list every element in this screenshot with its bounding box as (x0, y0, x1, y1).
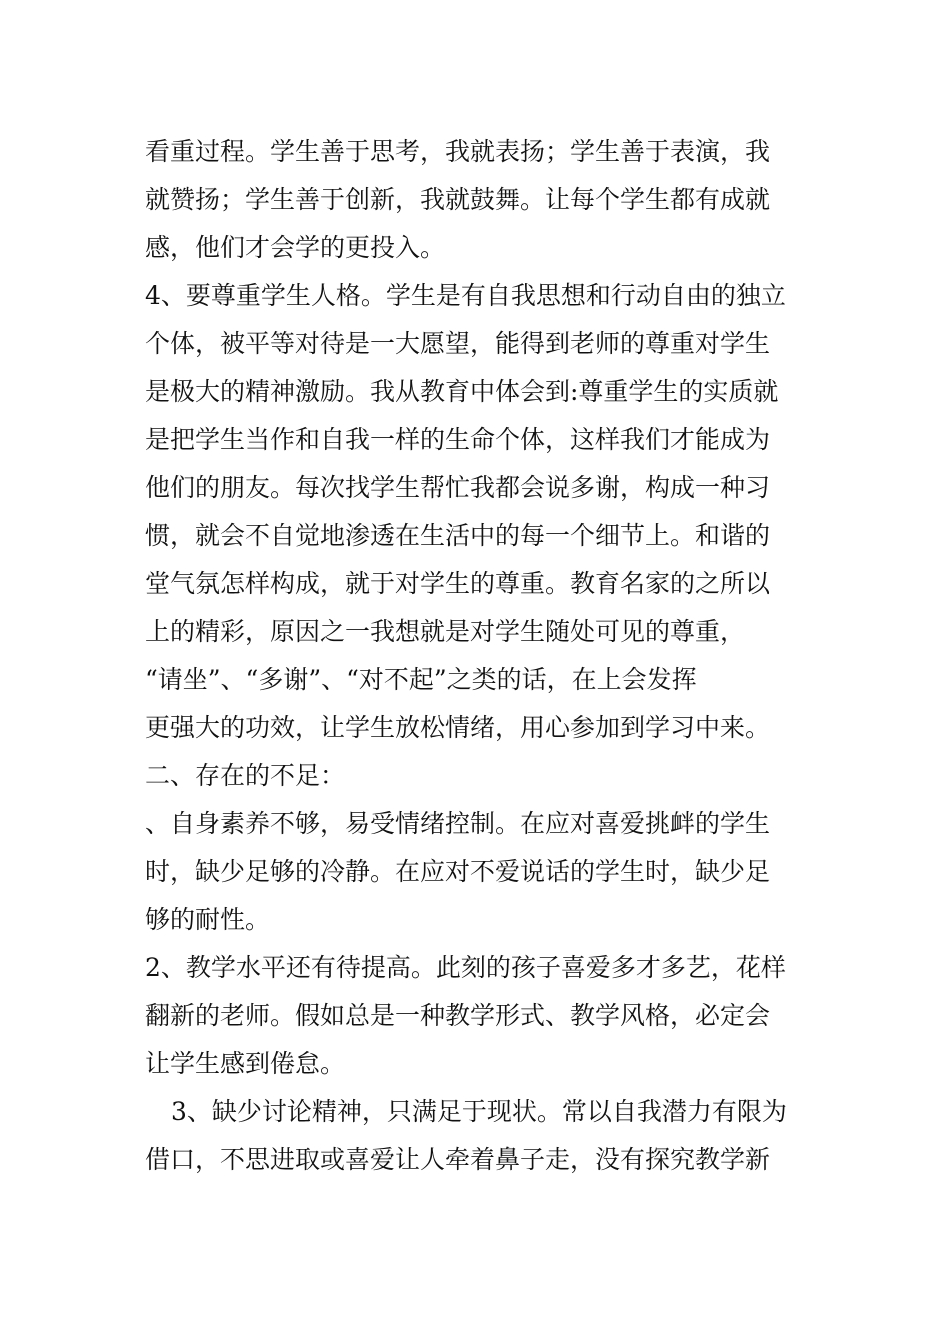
text-line: 4、要尊重学生人格。学生是有自我思想和行动自由的独立 (145, 281, 786, 310)
text-line: 2、教学水平还有待提高。此刻的孩子喜爱多才多艺，花样 (145, 953, 786, 982)
text-line: 就赞扬；学生善于创新，我就鼓舞。让每个学生都有成就 (145, 185, 771, 214)
document-body (145, 128, 810, 1184)
text-line: 够的耐性。 (145, 905, 271, 934)
text-line: 让学生感到倦怠。 (145, 1049, 346, 1078)
text-line: 翻新的老师。假如总是一种教学形式、教学风格，必定会 (145, 1001, 771, 1030)
text-line: 借口，不思进取或喜爱让人牵着鼻子走，没有探究教学新 (145, 1145, 771, 1174)
text-line: 是把学生当作和自我一样的生命个体，这样我们才能成为 (145, 425, 771, 454)
text-line: 、自身素养不够，易受情绪控制。在应对喜爱挑衅的学生 (145, 809, 771, 838)
text-line: 惯，就会不自觉地渗透在生活中的每一个细节上。和谐的 (145, 521, 771, 550)
text-line: 是极大的精神激励。我从教育中体会到:尊重学生的实质就 (145, 377, 779, 406)
text-line: 堂气氛怎样构成，就于对学生的尊重。教育名家的之所以 (145, 569, 771, 598)
text-line: 他们的朋友。每次找学生帮忙我都会说多谢，构成一种习 (145, 473, 771, 502)
section-heading: 二、存在的不足： (145, 761, 346, 790)
text-line: 上的精彩，原因之一我想就是对学生随处可见的尊重， (145, 617, 746, 646)
text-line: 看重过程。学生善于思考，我就表扬；学生善于表演，我 (145, 137, 771, 166)
text-line: 更强大的功效，让学生放松情绪，用心参加到学习中来。 (145, 713, 771, 742)
text-line: “请坐”、“多谢”、“对不起”之类的话，在上会发挥 (145, 665, 697, 694)
text-line: 3、缺少讨论精神，只满足于现状。常以自我潜力有限为 (171, 1097, 787, 1126)
text-line: 时，缺少足够的冷静。在应对不爱说话的学生时，缺少足 (145, 857, 771, 886)
text-line: 个体，被平等对待是一大愿望，能得到老师的尊重对学生 (145, 329, 771, 358)
text-line: 感，他们才会学的更投入。 (145, 233, 446, 262)
